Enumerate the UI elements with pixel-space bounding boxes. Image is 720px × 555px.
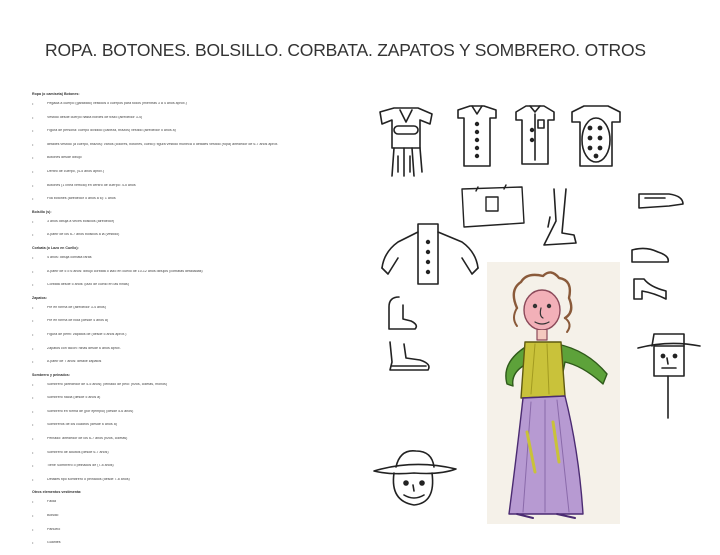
list-item: • Botones desde dibujo — [32, 156, 352, 170]
arms-body-drawing — [378, 218, 482, 288]
list-item: • Sombrero (alrededor de 4-5 años); peinado de pelo: (rizos, coletas, moños) — [32, 383, 352, 397]
list-item: • A partir de los 6-7 años bolsillos a la (vestido) — [32, 233, 352, 247]
man-with-hat-drawing — [634, 330, 704, 422]
list-item: • Detalles tipo sombrero o peinados (desde 7-8 años) — [32, 478, 352, 492]
section-heading: Otros elementos vestimenta: — [32, 490, 82, 495]
list-item: • Pegada a cuerpo (garabato) vestidos o cuerpos para todos (mientras 3 a 4 años aprox.) — [32, 102, 352, 116]
list-item: • Figura de perfil: zapatos de (desde 5 años aprox.) — [32, 333, 352, 347]
torso-with-pocket-drawing — [510, 100, 560, 170]
list-item: • Pie en forma de (alrededor 3-4 años) — [32, 306, 352, 320]
list-item: • Sombrero de adultos (desde 6-7 años) — [32, 451, 352, 465]
list-item: • Guantes — [32, 541, 352, 555]
list-item: • Falda — [32, 500, 352, 514]
list-item: • Pie en forma de bola (desde 4 años a) — [32, 319, 352, 333]
section-heading: Ropa (o camiseta) Botones: — [32, 92, 80, 96]
list-item: • Tiene Sombrero o peinados de (7-8 años) — [32, 464, 352, 478]
list-item: • Sombreros de los cuadros (desde 6 años a) — [32, 423, 352, 437]
list-item: • Bolsillo — [32, 514, 352, 528]
legs-profile-drawing — [536, 187, 580, 249]
list-item: • Fila botones (alrededor 5 años a 6): 1 años — [32, 197, 352, 211]
list-item: • Sombrero hacia (desde 5 años a) — [32, 396, 352, 410]
child-with-hat-drawing — [370, 445, 460, 527]
shoe-side-drawing — [384, 340, 434, 374]
list-item: • Corbata desde 5 años: (lazo de cuello en las niñas) — [32, 283, 352, 297]
list-item: • Figura de persona: cuerpo dividido (cabeza, brazos) vestido (alrededor 5 años a) — [32, 129, 352, 143]
section-heading: Zapatos: — [32, 295, 47, 300]
shoe-high-heel-drawing — [630, 277, 670, 303]
slide-title: ROPA. BOTONES. BOLSILLO. CORBATA. ZAPATOS Y SOMBRERO. OTROS — [45, 40, 646, 60]
list-item: • Botones (1 línea vertical) en centro de cuerpo: 4-5 años — [32, 184, 352, 198]
notes-list — [32, 93, 352, 555]
list-item: • A partir de 5 o 6 años: dibujo corbata o lazo en cuello de 10-12 años dibujos (corbatas detalladas) — [32, 270, 352, 284]
list-item: • Pañuelo — [32, 528, 352, 542]
section-heading: Corbata (o Lazo en Cuello): — [32, 245, 79, 250]
section-heading: Bolsillo (s): — [32, 209, 52, 214]
section-heading: Sombrero y peinados: — [32, 372, 70, 377]
colored-girl-drawing-photo — [487, 262, 620, 524]
list-item: • Sombrero en forma de (por ejemplo) (desde 5-6 años) — [32, 410, 352, 424]
shoe-profile-drawing — [635, 190, 687, 214]
torso-with-many-buttons-drawing — [568, 100, 624, 172]
list-item: • detalles vestido (a cuerpo, brazos): varios (colores, botones, cuello): figura vestido muñeca o detalles vestido (ropa) alrededor de 6-7 años aprox. — [32, 143, 352, 157]
list-item: • 4 años: dibuja corbata raras — [32, 256, 352, 270]
list-item: • Vestido desde cuerpo hasta bordes de trazo (alrededor 3-4) — [32, 116, 352, 130]
torso-with-tie-drawing — [370, 100, 442, 180]
torso-with-center-button-line-drawing — [452, 100, 502, 170]
list-item: • 3 años dibuja a veces bolsillos (alrededor) — [32, 220, 352, 234]
boot-drawing — [385, 295, 425, 335]
list-item: • Peinado: alrededor de los 6-7 años (rizos, coletas) — [32, 437, 352, 451]
list-item: • A partir de 7 años: detalle zapatos — [32, 360, 352, 374]
shoe-round-drawing — [628, 244, 672, 268]
list-item: • Zapatos con tacón: niñas desde 6 años aprox. — [32, 347, 352, 361]
list-item: • Dentro de cuerpo, (4-5 años aprox.) — [32, 170, 352, 184]
